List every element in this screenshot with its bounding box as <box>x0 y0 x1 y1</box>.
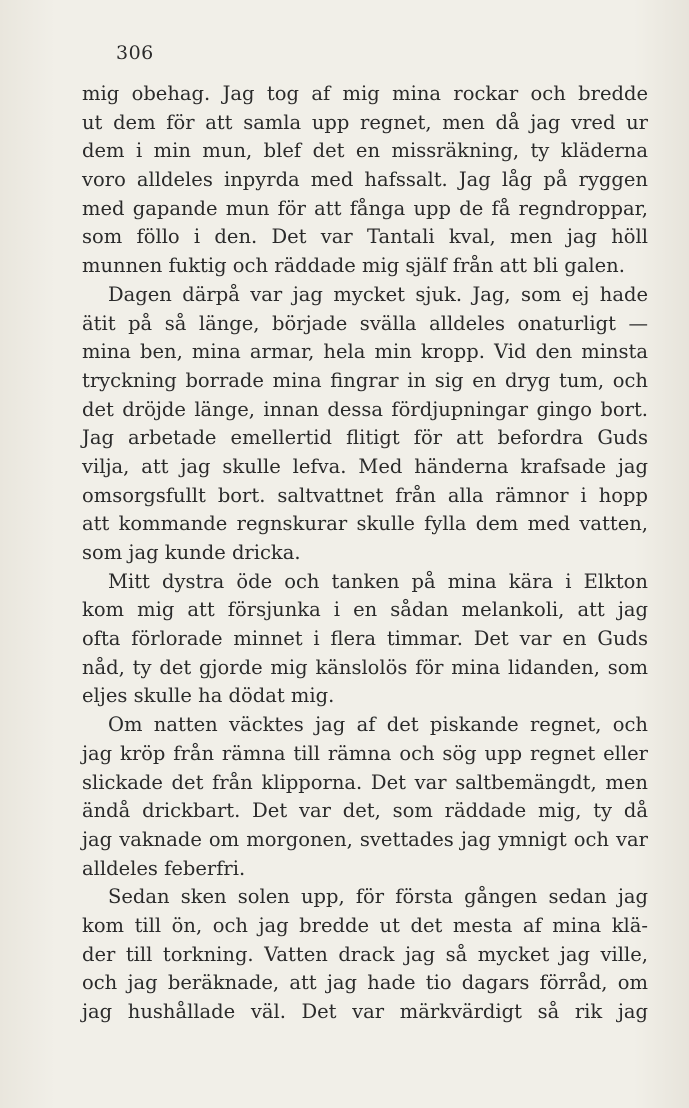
text-line: voro alldeles inpyrda med hafssalt. Jag låg på ryggen <box>82 168 648 192</box>
text-line: dem i min mun, blef det en missräkning, ty kläderna <box>82 139 648 163</box>
text-line: kom mig att försjunka i en sådan melankoli, att jag <box>82 598 648 622</box>
text-line: som föllo i den. Det var Tantali kval, men jag höll <box>82 225 648 249</box>
text-line: Mitt dystra öde och tanken på mina kära i Elkton <box>108 569 648 593</box>
page-number: 306 <box>116 42 154 64</box>
text-line: jag hushållade väl. Det var märkvärdigt så rik jag <box>82 1000 648 1023</box>
text-line: mig obehag. Jag tog af mig mina rockar och bredde <box>82 82 648 105</box>
text-line: jag kröp från rämna till rämna och sög upp regnet eller <box>82 741 648 765</box>
text-line: att kommande regnskurar skulle fylla dem med vatten, <box>82 512 648 536</box>
text-line: alldeles feberfri. <box>82 856 246 880</box>
text-line: munnen fuktig och räddade mig själf från att bli galen. <box>82 254 625 278</box>
text-line: vilja, att jag skulle lefva. Med händerna krafsade jag <box>82 454 648 478</box>
text-line: Dagen därpå var jag mycket sjuk. Jag, som ej hade <box>108 282 648 306</box>
text-line: ut dem för att samla upp regnet, men då jag vred ur <box>82 110 648 134</box>
text-line: tryckning borrade mina fingrar in sig en dryg tum, och <box>82 368 648 392</box>
text-line: der till torkning. Vatten drack jag så mycket jag ville, <box>82 942 648 966</box>
body-text <box>82 80 648 1027</box>
text-line: nåd, ty det gjorde mig känslolös för mina lidanden, som <box>82 655 648 679</box>
text-line: jag vaknade om morgonen, svettades jag ymnigt och var <box>82 827 648 851</box>
text-line: med gapande mun för att fånga upp de få regndroppar, <box>82 196 648 220</box>
text-line: som jag kunde dricka. <box>82 541 301 564</box>
text-line: Jag arbetade emellertid flitigt för att befordra Guds <box>82 426 648 450</box>
text-line: det dröjde länge, innan dessa fördjupningar gingo bort. <box>82 397 648 421</box>
text-line: kom till ön, och jag bredde ut det mesta af mina klä- <box>82 913 648 937</box>
text-line: slickade det från klipporna. Det var saltbemängdt, men <box>82 770 648 794</box>
text-line: och jag beräknade, att jag hade tio dagars förråd, om <box>82 971 648 995</box>
text-line: Sedan sken solen upp, för första gången sedan jag <box>108 885 648 909</box>
text-line: ändå drickbart. Det var det, som räddade mig, ty då <box>82 799 648 823</box>
text-line: mina ben, mina armar, hela min kropp. Vid den minsta <box>82 340 648 364</box>
text-line: omsorgsfullt bort. saltvattnet från alla rämnor i hopp <box>82 483 648 507</box>
text-line: ofta förlorade minnet i flera timmar. Det var en Guds <box>82 627 648 651</box>
text-line: eljes skulle ha dödat mig. <box>82 684 335 708</box>
text-line: Om natten väcktes jag af det piskande regnet, och <box>108 713 648 737</box>
text-line: ätit på så länge, började svälla alldeles onaturligt — <box>82 311 648 335</box>
